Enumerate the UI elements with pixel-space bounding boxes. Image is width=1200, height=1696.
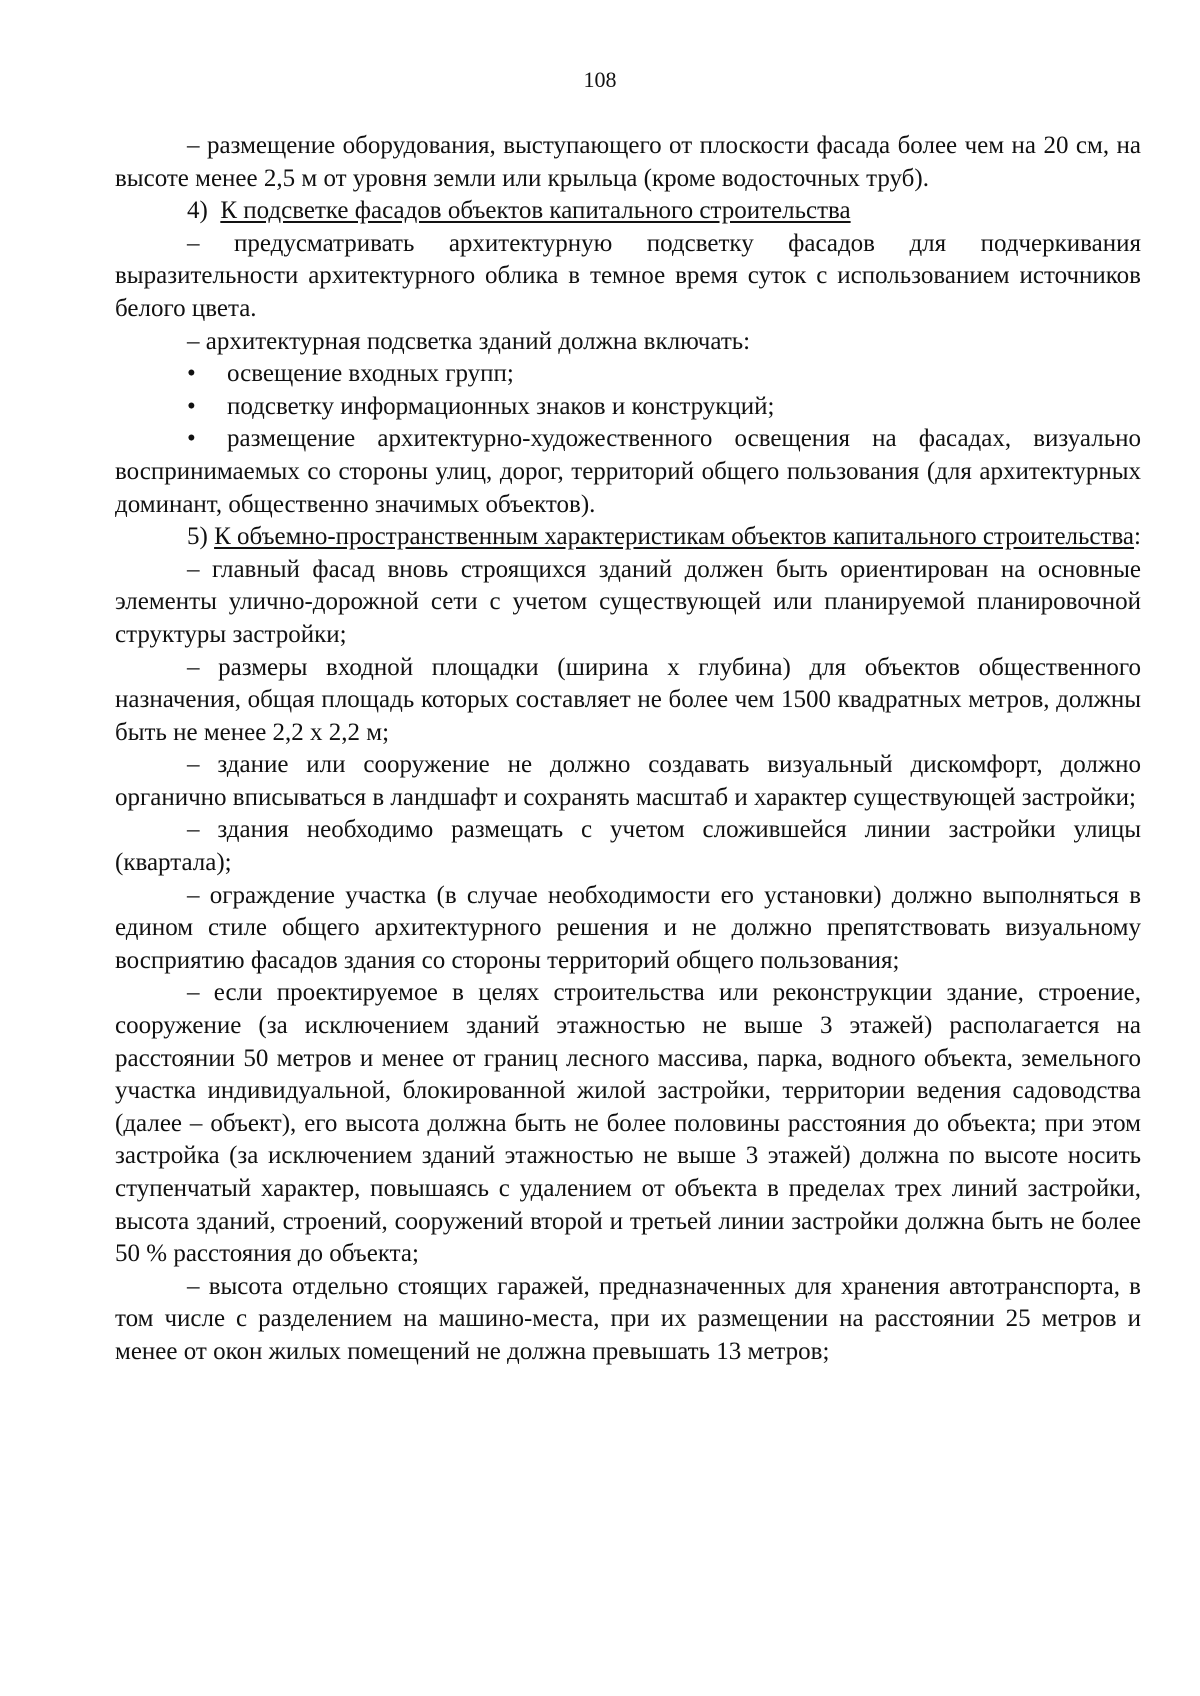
section-heading-spatial-characteristics	[115, 521, 1141, 554]
bullet-item	[115, 391, 1141, 424]
bullet-dot-icon: •	[187, 425, 196, 453]
section-number: 5)	[187, 523, 208, 551]
paragraph-fencing: – ограждение участка (в случае необходимости его установки) должно выполняться в едином стиле общего архитектурного решения и не должно препятствовать визуальному восприятию фасадов здания со стороны территорий общего пользования;	[115, 881, 1141, 974]
document-body	[115, 130, 1141, 1369]
section-title-tail: :	[1134, 523, 1141, 551]
paragraph-building-line: – здания необходимо размещать с учетом сложившейся линии застройки улицы (квартала);	[115, 816, 1141, 877]
bullet-dot-icon: •	[187, 360, 196, 388]
paragraph-visual-comfort: – здание или сооружение не должно создавать визуальный дискомфорт, должно органично вписываться в ландшафт и сохранять масштаб и характер существующей застройки;	[115, 751, 1141, 811]
paragraph-height-limits: – если проектируемое в целях строительства или реконструкции здание, строение, сооружение (за исключением зданий этажностью не выше 3 этажей) располагается на расстоянии 50 метров и менее от границ лесного массива, парка, водного объекта, земельного участка индивидуальной, блокированной жилой застройки, территории ведения садоводства (далее – объект), его высота должна быть не более половины расстояния до объекта; при этом застройка (за исключением зданий этажностью не выше 3 этажей) должна по высоте носить ступенчатый характер, повышаясь с удалением от объекта в пределах трех линий застройки, высота зданий, строений, сооружений второй и третьей линии застройки должна быть не более 50 % расстояния до объекта;	[115, 979, 1141, 1268]
paragraph-entrance-platform: – размеры входной площадки (ширина х глубина) для объектов общественного назначения, общая площадь которых составляет не более чем 1500 квадратных метров, должны быть не менее 2,2 х 2,2 м;	[115, 653, 1141, 746]
paragraph-lighting-design: – предусматривать архитектурную подсветку фасадов для подчеркивания выразительности архитектурного облика в темное время суток с использованием источников белого цвета.	[115, 229, 1141, 322]
section-title: К подсветке фасадов объектов капитального строительства	[220, 197, 851, 225]
bullet-item	[115, 423, 1141, 521]
paragraph-garage-height: – высота отдельно стоящих гаражей, предназначенных для хранения автотранспорта, в том числе с разделением на машино-места, при их размещении на расстоянии 25 метров и менее от окон жилых помещений не должна превышать 13 метров;	[115, 1272, 1141, 1365]
bullet-text: освещение входных групп;	[227, 360, 514, 388]
paragraph-lighting-includes: – архитектурная подсветка зданий должна включать:	[187, 327, 751, 355]
paragraph-main-facade: – главный фасад вновь строящихся зданий должен быть ориентирован на основные элементы улично-дорожной сети с учетом существующей или планируемой планировочной структуры застройки;	[115, 555, 1141, 648]
section-title: К объемно-пространственным характеристикам объектов капитального строительства	[214, 523, 1135, 551]
bullet-item	[115, 358, 1141, 391]
bullet-text: размещение архитектурно-художественного освещения на фасадах, визуально воспринимаемых со стороны улиц, дорог, территорий общего пользования (для архитектурных доминант, общественно значимых объектов).	[115, 425, 1141, 518]
bullet-text: подсветку информационных знаков и конструкций;	[227, 392, 775, 420]
section-heading-facade-lighting	[115, 195, 1141, 228]
section-number: 4)	[187, 197, 208, 225]
bullet-dot-icon: •	[187, 392, 196, 420]
page-number: 108	[583, 67, 617, 92]
paragraph-equipment-placement: – размещение оборудования, выступающего от плоскости фасада более чем на 20 см, на высоте менее 2,5 м от уровня земли или крыльца (кроме водосточных труб).	[115, 132, 1141, 192]
